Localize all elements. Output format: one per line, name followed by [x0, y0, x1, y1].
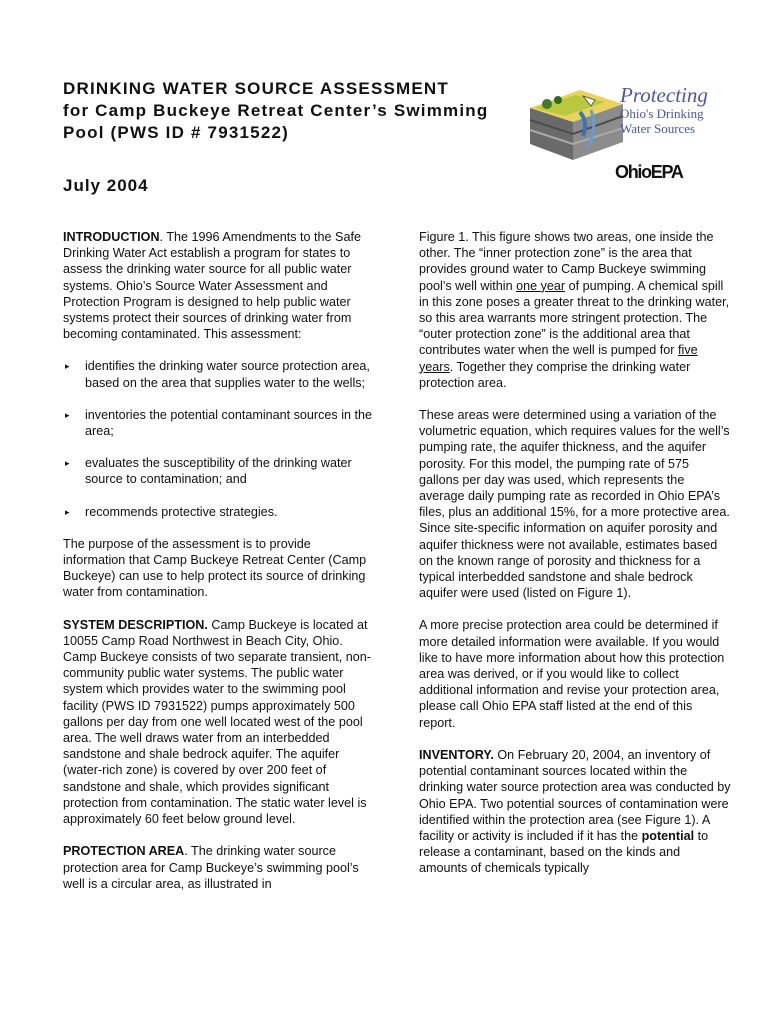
bullet-item — [63, 504, 375, 520]
figure-description-paragraph — [419, 229, 731, 391]
bullet-text: recommends protective strategies. — [85, 504, 278, 519]
landscape-block-icon — [525, 86, 625, 166]
system-description-text: Camp Buckeye is located at 10055 Camp Road Northwest in Beach City, Ohio. Camp Buckeye consists of two separate transient, non-community public water systems. The public water system which provides water to the swimming pool facility (PWS ID 7931522) pumps approximately 500 gallons per day from one well located west of the pool area. The well draws water from an interbedded sandstone and shale bedrock aquifer. The aquifer (water-rich zone) is covered by over 200 feet of sandstone and shale, which provides significant protection from contamination. The static water level is approximately 60 feet below ground level. — [63, 617, 371, 827]
title-line-3: Pool (PWS ID # 7931522) — [63, 123, 290, 142]
figure-text-a: Figure 1. This figure shows two areas, one inside the other. The “inner protection zone” is the area that provides ground water to Camp Buckeye swimming pool’s well within — [419, 230, 714, 293]
introduction-text: . The 1996 Amendments to the Safe Drinking Water Act establish a program for states to assess the drinking water source for all public water systems. Ohio’s Source Water Assessment and Protection Program is designed to help public water systems protect their sources of drinking water from becoming contaminated. This assessment: — [63, 230, 361, 342]
bullet-text: inventories the potential contaminant sources in the area; — [85, 407, 373, 439]
figure-text-b: of pumping. A chemical spill in this zone poses a greater threat to the drinking water, so this area warrants more stringent protection. The “outer protection zone” is the additional area that contributes water when the well is pumped for — [419, 278, 730, 358]
bullet-text: identifies the drinking water source protection area, based on the area that supplies water to the wells; — [85, 359, 370, 390]
areas-method-paragraph: These areas were determined using a variation of the volumetric equation, which requires values for the well’s pumping rate, the aquifer thickness, and the aquifer porosity. For this model, the pumping rate of 575 gallons per day was used, which represents the average daily pumping rate as recorded in Ohio EPA’s files, plus an additional 15%, for a more protective area. Since site-specific information on aquifer porosity and aquifer thickness were not available, estimates based on the known range of porosity and thickness for a typical interbedded sandstone and shale bedrock aquifer were used (listed on Figure 1). — [419, 408, 730, 601]
logo-line-3: Water Sources — [620, 121, 696, 136]
inventory-potential-bold: potential — [641, 828, 695, 843]
figure-text-c: . Together they comprise the drinking water protection area. — [419, 359, 691, 390]
right-column — [419, 229, 731, 893]
document-title — [63, 78, 533, 144]
logo-text — [620, 84, 732, 136]
bullet-icon: ▸ — [65, 409, 70, 420]
bullet-icon: ▸ — [65, 458, 70, 469]
precise-area-paragraph: A more precise protection area could be determined if more detailed information were available. If you would like to have more information about how this protection area was derived, or if you would like to collect additional information and revise your protection area, please call Ohio EPA staff listed at the end of this report. — [419, 618, 725, 730]
purpose-paragraph: The purpose of the assessment is to provide information that Camp Buckeye Retreat Center (Camp Buckeye) can use to help protect its source of drinking water from contamination. — [63, 536, 367, 600]
bullet-item — [63, 407, 375, 439]
ohio-epa-logo — [525, 78, 730, 186]
logo-line-1: Protecting — [620, 83, 708, 107]
protection-area-text: . The drinking water source protection area for Camp Buckeye’s swimming pool’s well is a circular area, as illustrated in — [63, 844, 359, 891]
introduction-heading: INTRODUCTION — [63, 230, 160, 244]
title-line-2: for Camp Buckeye Retreat Center’s Swimming — [63, 101, 489, 120]
logo-line-2: Ohio's Drinking — [620, 106, 704, 121]
inventory-text-a: On February 20, 2004, an inventory of potential contaminant sources located within the drinking water source protection area was conducted by Ohio EPA. Two potential sources of contamination were identified within the protection area (see Figure 1). A facility or activity is included if it has the — [419, 747, 731, 843]
bullet-icon: ▸ — [65, 506, 70, 517]
system-description-paragraph — [63, 617, 375, 828]
bullet-item — [63, 358, 375, 390]
assessment-bullet-list — [63, 358, 375, 519]
protection-area-heading: PROTECTION AREA — [63, 844, 185, 859]
title-line-1: DRINKING WATER SOURCE ASSESSMENT — [63, 79, 449, 98]
bullet-text: evaluates the susceptibility of the drinking water source to contamination; and — [85, 456, 352, 487]
protection-area-paragraph — [63, 843, 375, 892]
bullet-icon: ▸ — [65, 361, 70, 372]
inventory-heading: INVENTORY. — [419, 747, 494, 762]
five-years-underlined: five years — [419, 343, 698, 374]
inventory-text-b: to release a contaminant, based on the kinds and amounts of chemicals typically — [419, 828, 709, 876]
left-column — [63, 229, 375, 908]
inventory-paragraph — [419, 747, 731, 877]
system-description-heading: SYSTEM DESCRIPTION. — [63, 617, 208, 632]
bullet-item — [63, 455, 375, 487]
ohio-epa-wordmark: OhioEPA — [615, 162, 683, 182]
introduction-paragraph — [63, 229, 375, 342]
document-date: July 2004 — [63, 176, 149, 195]
one-year-underlined: one year — [516, 278, 566, 293]
